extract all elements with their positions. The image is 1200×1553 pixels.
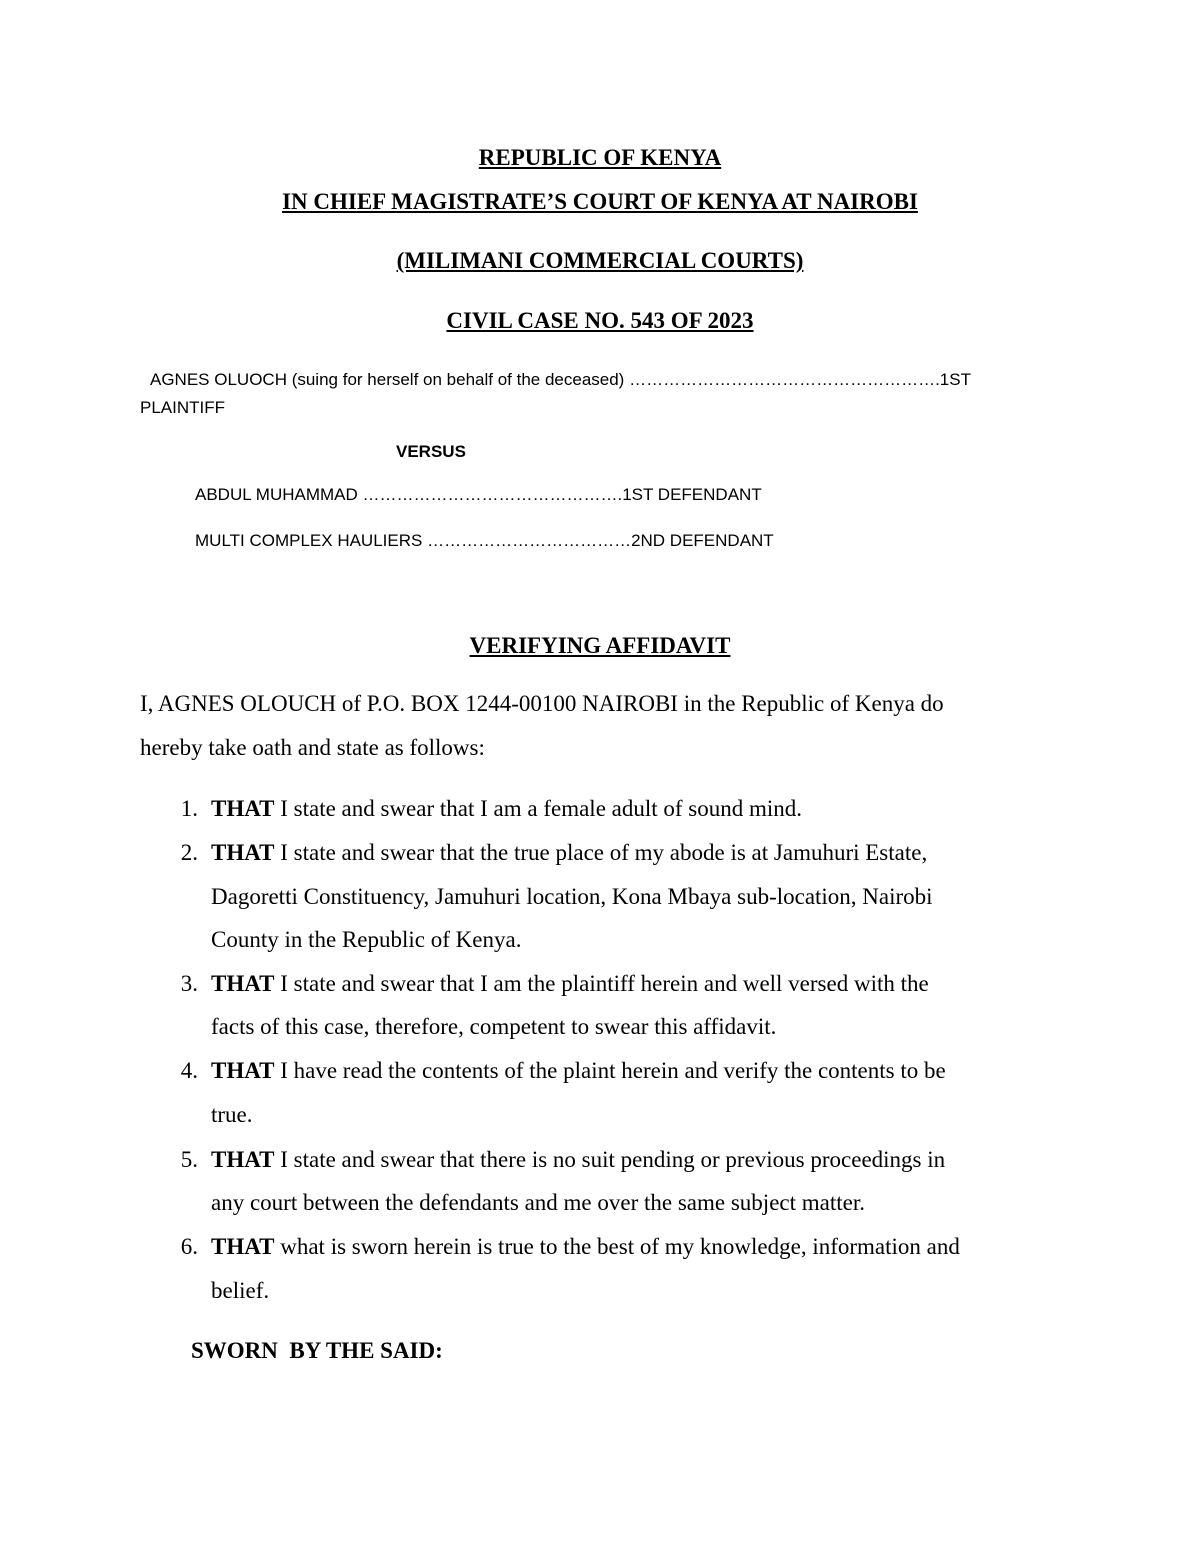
second-defendant-line: MULTI COMPLEX HAULIERS ………………………………2ND DEFENDANT — [195, 531, 774, 550]
item-text: I state and swear that I am the plaintiff herein and well versed with the — [274, 971, 929, 996]
plaintiff-label: PLAINTIFF — [140, 398, 226, 417]
that-lead-word: THAT — [211, 1234, 275, 1259]
plaintiff-line: AGNES OLUOCH (suing for herself on behalf of the deceased) ……………………………………………….1ST — [150, 370, 971, 389]
heading-division: (MILIMANI COMMERCIAL COURTS) — [396, 248, 804, 273]
list-item — [211, 1146, 945, 1174]
item-text: I state and swear that I am a female adult of sound mind. — [274, 796, 803, 821]
list-item — [211, 1233, 960, 1261]
list-item — [211, 839, 927, 867]
item-continuation: any court between the defendants and me over the same subject matter. — [211, 1190, 865, 1215]
that-lead-word: THAT — [211, 1058, 275, 1083]
that-lead-word: THAT — [211, 796, 275, 821]
heading-republic: REPUBLIC OF KENYA — [478, 145, 722, 170]
item-continuation: Dagoretti Constituency, Jamuhuri location, Kona Mbaya sub-location, Nairobi — [211, 884, 933, 909]
item-number: 2. — [180, 840, 198, 865]
sworn-by-label: SWORN BY THE SAID: — [191, 1338, 443, 1363]
item-continuation: facts of this case, therefore, competent to swear this affidavit. — [211, 1014, 777, 1039]
intro-line-1: I, AGNES OLOUCH of P.O. BOX 1244-00100 NAIROBI in the Republic of Kenya do — [140, 691, 944, 716]
item-text: I have read the contents of the plaint herein and verify the contents to be — [274, 1058, 946, 1083]
versus-label: VERSUS — [396, 442, 466, 461]
item-number: 6. — [180, 1234, 198, 1259]
item-number: 5. — [180, 1147, 198, 1172]
item-text: what is sworn herein is true to the best of my knowledge, information and — [274, 1234, 960, 1259]
that-lead-word: THAT — [211, 840, 275, 865]
list-item — [211, 1057, 946, 1085]
intro-line-2: hereby take oath and state as follows: — [140, 735, 485, 760]
item-text: I state and swear that the true place of my abode is at Jamuhuri Estate, — [274, 840, 928, 865]
item-text: I state and swear that there is no suit pending or previous proceedings in — [274, 1147, 946, 1172]
list-item — [211, 970, 929, 998]
item-number: 3. — [180, 971, 198, 996]
item-number: 1. — [180, 796, 198, 821]
that-lead-word: THAT — [211, 1147, 275, 1172]
list-item — [211, 795, 802, 823]
first-defendant-line: ABDUL MUHAMMAD ……………………………………….1ST DEFENDANT — [195, 485, 762, 504]
heading-case-number: CIVIL CASE NO. 543 OF 2023 — [446, 308, 754, 333]
item-continuation: true. — [211, 1102, 253, 1127]
heading-court: IN CHIEF MAGISTRATE’S COURT OF KENYA AT NAIROBI — [282, 189, 918, 214]
item-continuation: belief. — [211, 1278, 270, 1303]
item-number: 4. — [180, 1058, 198, 1083]
affidavit-title: VERIFYING AFFIDAVIT — [469, 633, 731, 658]
item-continuation: County in the Republic of Kenya. — [211, 927, 522, 952]
that-lead-word: THAT — [211, 971, 275, 996]
